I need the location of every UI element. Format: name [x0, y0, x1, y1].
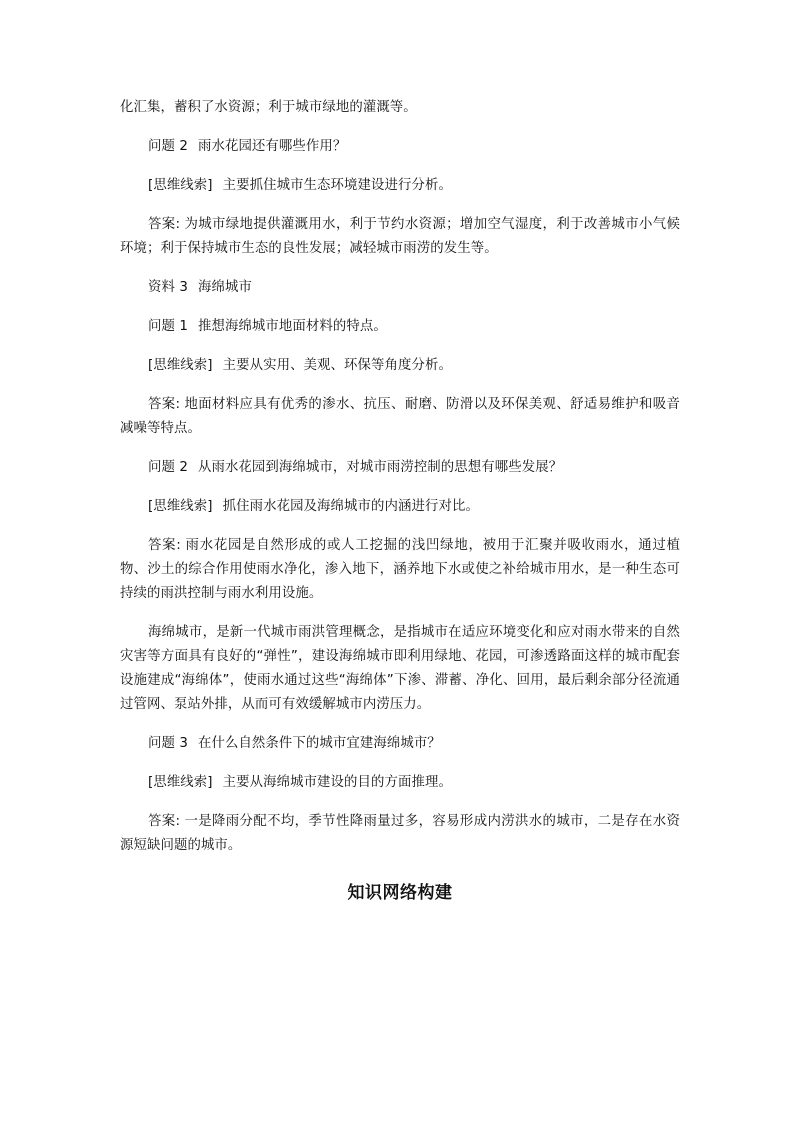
answer-label: 答案:	[148, 538, 181, 553]
answer-paragraph	[120, 393, 680, 441]
thinking-clue-label: [思维线索]	[148, 358, 213, 373]
thinking-clue-paragraph	[120, 174, 680, 198]
material-title: 海绵城市	[197, 280, 252, 295]
thinking-clue-text: 主要从实用、美观、环保等角度分析。	[222, 358, 452, 373]
paragraph-continuation	[120, 96, 680, 120]
thinking-clue-label: [思维线索]	[148, 178, 213, 193]
document-body	[120, 96, 680, 906]
section-heading: 知识网络构建	[347, 883, 453, 903]
question-label: 问题 2	[148, 139, 188, 154]
thinking-clue-paragraph	[120, 495, 680, 519]
paragraph-text: 海绵城市，是新一代城市雨洪管理概念，是指城市在适应环境变化和应对雨水带来的自然灾害等方面具有良好的“弹性”，建设海绵城市即利用绿地、花园，可渗透路面这样的城市配套设施建成“海绵体”，使雨水通过这些“海绵体”下渗、滞蓄、净化、回用，最后剩余部分径流通过管网、泵站外排，从而可有效缓解城市内涝压力。	[120, 625, 680, 712]
material-3-paragraph	[120, 276, 680, 300]
question-text: 推想海绵城市地面材料的特点。	[197, 319, 387, 334]
thinking-clue-label: [思维线索]	[148, 499, 213, 514]
thinking-clue-paragraph	[120, 354, 680, 378]
answer-text: 雨水花园是自然形成的或人工挖掘的浅凹绿地，被用于汇聚并吸收雨水，通过植物、沙土的综合作用使雨水净化，渗入地下，涵养地下水或使之补给城市用水，是一种生态可持续的雨洪控制与雨水利用设施。	[120, 538, 680, 601]
thinking-clue-label: [思维线索]	[148, 775, 213, 790]
thinking-clue-text: 抓住雨水花园及海绵城市的内涵进行对比。	[222, 499, 479, 514]
thinking-clue-paragraph	[120, 771, 680, 795]
question-2-paragraph	[120, 135, 680, 159]
question-label: 问题 2	[148, 460, 188, 475]
answer-text: 为城市绿地提供灌溉用水，利于节约水资源；增加空气湿度，利于改善城市小气候环境；利于保持城市生态的良性发展；减轻城市雨涝的发生等。	[120, 217, 681, 256]
answer-label: 答案:	[148, 217, 181, 232]
sponge-city-paragraph	[120, 621, 680, 717]
question-text: 雨水花园还有哪些作用？	[197, 139, 347, 154]
thinking-clue-text: 主要从海绵城市建设的目的方面推理。	[222, 775, 452, 790]
answer-paragraph	[120, 810, 680, 858]
answer-paragraph	[120, 534, 680, 606]
answer-text: 地面材料应具有优秀的渗水、抗压、耐磨、防滑以及环保美观、舒适易维护和吸音减噪等特点。	[120, 397, 681, 436]
answer-paragraph	[120, 213, 680, 261]
question-3-paragraph	[120, 732, 680, 756]
question-2-paragraph	[120, 456, 680, 480]
question-label: 问题 1	[148, 319, 188, 334]
answer-text: 一是降雨分配不均，季节性降雨量过多，容易形成内涝洪水的城市，二是存在水资源短缺问题的城市。	[120, 814, 681, 853]
answer-label: 答案:	[148, 397, 181, 412]
thinking-clue-text: 主要抓住城市生态环境建设进行分析。	[222, 178, 452, 193]
paragraph-text: 化汇集，蓄积了水资源；利于城市绿地的灌溉等。	[120, 100, 417, 115]
question-text: 从雨水花园到海绵城市，对城市雨涝控制的思想有哪些发展？	[197, 460, 563, 475]
material-label: 资料 3	[148, 280, 188, 295]
answer-label: 答案:	[148, 814, 181, 829]
question-1-paragraph	[120, 315, 680, 339]
question-text: 在什么自然条件下的城市宜建海绵城市？	[197, 736, 441, 751]
question-label: 问题 3	[148, 736, 188, 751]
